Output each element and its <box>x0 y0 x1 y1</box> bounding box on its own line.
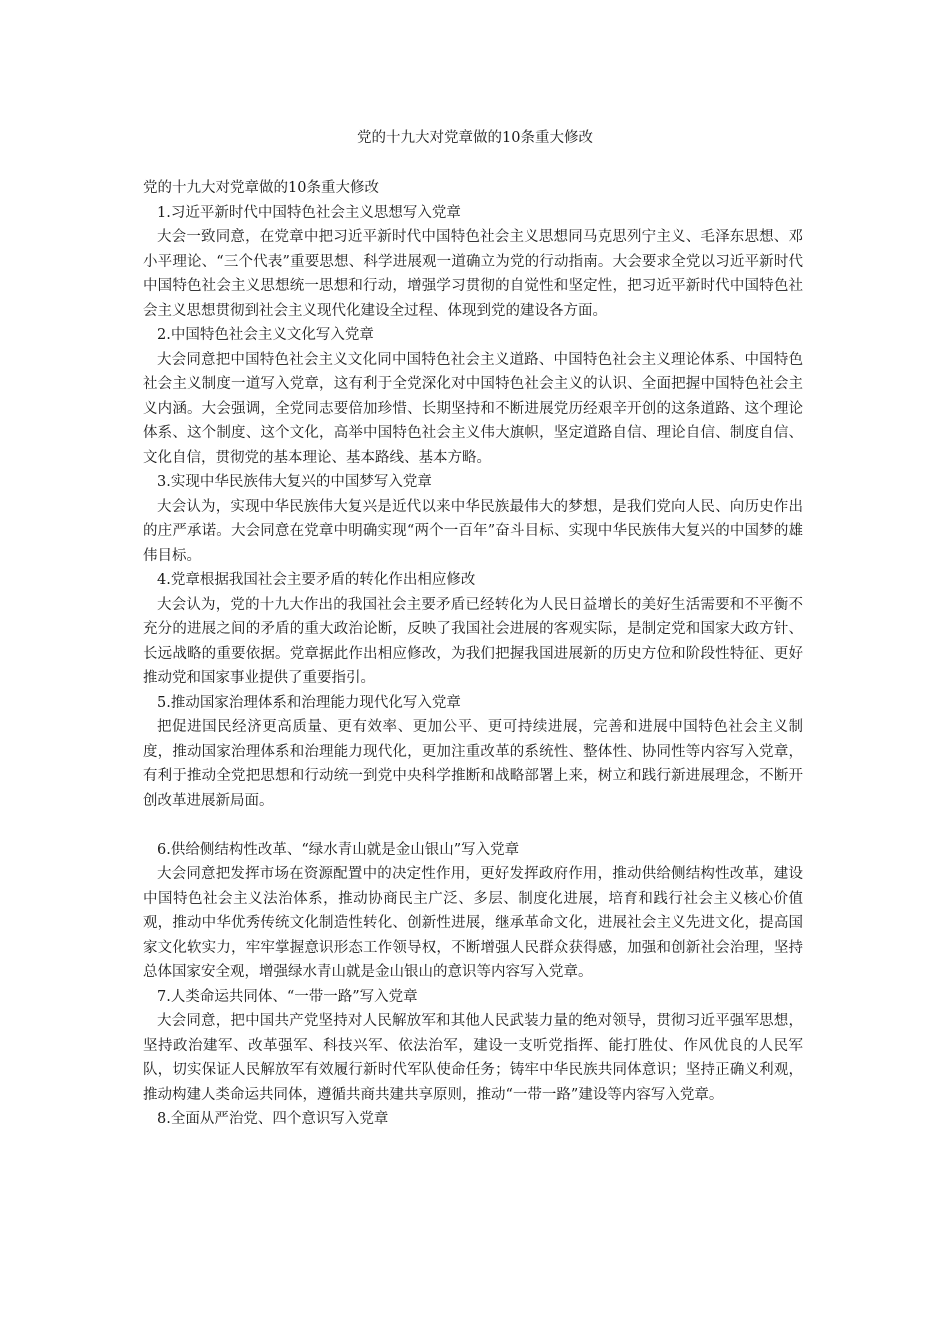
section-heading-7: 7.人类命运共同体、“一带一路”写入党章 <box>157 988 418 1005</box>
section-body-1: 大会一致同意，在党章中把习近平新时代中国特色社会主义思想同马克思列宁主义、毛泽东思想、邓小平理论、“三个代表”重要思想、科学进展观一道确立为党的行动指南。大会要求全党以习近平新时代中国特色社会主义思想统一思想和行动，增强学习贯彻的自觉性和坚定性，把习近平新时代中国特色社会主义思想贯彻到社会主义现代化建设全过程、体现到党的建设各方面。 <box>143 229 803 319</box>
section-body-6: 大会同意把发挥市场在资源配置中的决定性作用，更好发挥政府作用，推动供给侧结构性改革，建设中国特色社会主义法治体系，推动协商民主广泛、多层、制度化进展，培育和践行社会主义核心价值观，推动中华优秀传统文化制造性转化、创新性进展，继承革命文化，进展社会主义先进文化，提高国家文化软实力，牢牢掌握意识形态工作领导权，不断增强人民群众获得感，加强和创新社会治理，坚持总体国家安全观，增强绿水青山就是金山银山的意识等内容写入党章。 <box>143 866 803 980</box>
section-heading-3: 3.实现中华民族伟大复兴的中国梦写入党章 <box>157 474 432 490</box>
section-heading-2: 2.中国特色社会主义文化写入党章 <box>157 327 374 343</box>
document-subtitle: 党的十九大对党章做的10条重大修改 <box>143 180 379 196</box>
section-body-4: 大会认为，党的十九大作出的我国社会主要矛盾已经转化为人民日益增长的美好生活需要和不平衡不充分的进展之间的矛盾的重大政治论断，反映了我国社会进展的客观实际，是制定党和国家大政方针、长远战略的重要依据。党章据此作出相应修改，为我们把握我国进展新的历史方位和阶段性特征、更好推动党和国家事业提供了重要指引。 <box>143 596 803 686</box>
document-body <box>143 176 803 1132</box>
document-title: 党的十九大对党章做的10条重大修改 <box>357 130 593 146</box>
paragraph-gap <box>143 813 803 838</box>
section-heading-5: 5.推动国家治理体系和治理能力现代化写入党章 <box>157 694 461 711</box>
section-heading-4: 4.党章根据我国社会主要矛盾的转化作出相应修改 <box>157 572 476 588</box>
section-body-2: 大会同意把中国特色社会主义文化同中国特色社会主义道路、中国特色社会主义理论体系、中国特色社会主义制度一道写入党章，这有利于全党深化对中国特色社会主义的认识、全面把握中国特色社会主义内涵。大会强调，全党同志要倍加珍惜、长期坚持和不断进展党历经艰辛开创的这条道路、这个理论体系、这个制度、这个文化，高举中国特色社会主义伟大旗帜，坚定道路自信、理论自信、制度自信、文化自信，贯彻党的基本理论、基本路线、基本方略。 <box>143 351 803 466</box>
section-heading-1: 1.习近平新时代中国特色社会主义思想写入党章 <box>157 204 461 221</box>
section-body-5: 把促进国民经济更高质量、更有效率、更加公平、更可持续进展，完善和进展中国特色社会主义制度，推动国家治理体系和治理能力现代化，更加注重改革的系统性、整体性、协同性等内容写入党章，有利于推动全党把思想和行动统一到党中央科学推断和战略部署上来，树立和践行新进展理念，不断开创改革进展新局面。 <box>143 719 803 809</box>
section-body-7: 大会同意，把中国共产党坚持对人民解放军和其他人民武装力量的绝对领导，贯彻习近平强军思想，坚持政治建军、改革强军、科技兴军、依法治军，建设一支听党指挥、能打胜仗、作风优良的人民军队，切实保证人民解放军有效履行新时代军队使命任务；铸牢中华民族共同体意识；坚持正确义利观，推动构建人类命运共同体，遵循共商共建共享原则，推动“一带一路”建设等内容写入党章。 <box>143 1013 803 1103</box>
section-body-3: 大会认为，实现中华民族伟大复兴是近代以来中华民族最伟大的梦想，是我们党向人民、向历史作出的庄严承诺。大会同意在党章中明确实现“两个一百年”奋斗目标、实现中华民族伟大复兴的中国梦的雄伟目标。 <box>143 498 803 564</box>
section-heading-6: 6.供给侧结构性改革、“绿水青山就是金山银山”写入党章 <box>157 841 520 858</box>
section-heading-8: 8.全面从严治党、四个意识写入党章 <box>157 1111 389 1127</box>
